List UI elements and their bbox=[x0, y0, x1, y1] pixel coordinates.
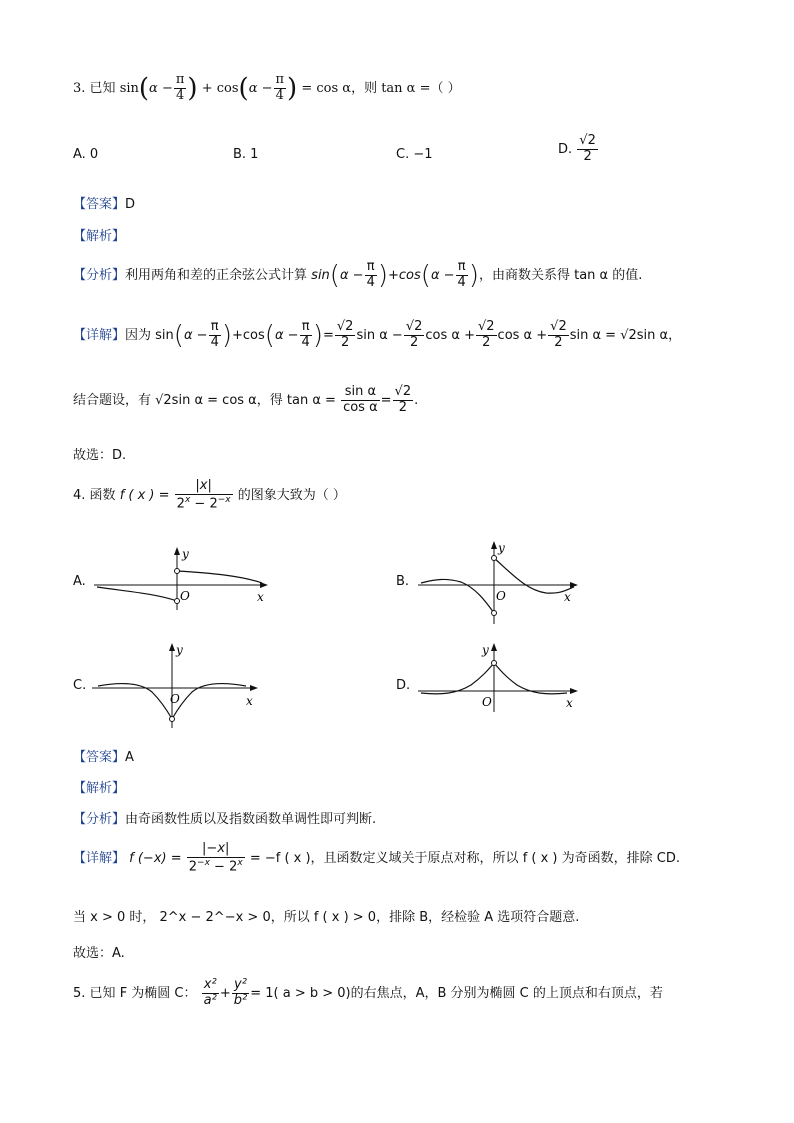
q3-option-a: A. 0 bbox=[73, 147, 99, 162]
q4-graph-b bbox=[416, 538, 586, 628]
curve-right bbox=[177, 571, 262, 583]
q3-choose: 故选：D. bbox=[73, 448, 127, 463]
curve-left bbox=[98, 684, 172, 719]
q4-stem: 4. 函数 f ( x ) = $\frac{|x|}{2^x - 2^{-x}}$ 的图象大致为（ ） bbox=[73, 478, 346, 512]
q3-option-c: C. −1 bbox=[396, 147, 433, 162]
q4-line2: 当 x > 0 时， 2^x − 2^−x > 0，所以 f ( x ) > 0，排除 B，经检验 A 选项符合题意. bbox=[73, 910, 580, 925]
y-arrow bbox=[491, 541, 497, 549]
q4-analysis: 【分析】由奇函数性质以及指数函数单调性即可判断. bbox=[73, 812, 377, 827]
curve-right bbox=[172, 684, 246, 719]
q4-graph-c bbox=[90, 640, 265, 730]
y-arrow bbox=[491, 643, 497, 651]
open-dot-top bbox=[175, 569, 180, 574]
x-arrow bbox=[250, 685, 258, 691]
origin-label: O bbox=[496, 589, 506, 603]
y-label: y bbox=[176, 643, 183, 657]
x-arrow bbox=[570, 688, 578, 694]
curve-left bbox=[421, 663, 494, 694]
open-dot-top bbox=[492, 556, 497, 561]
origin-label: O bbox=[170, 692, 180, 706]
q4-answer: 【答案】A bbox=[73, 750, 134, 765]
y-label: y bbox=[498, 541, 505, 555]
q5-stem: 5. 已知 F 为椭圆 C： $\frac{\text{x²}}{\text{a²}}$ + $\frac{\text{y²}}{\text{b²}}$ = 1( a > b > 0)的右焦点，A，B 分别为椭圆 C 的上顶点和右顶点，若 bbox=[73, 977, 663, 1008]
y-arrow bbox=[169, 643, 175, 651]
y-arrow bbox=[174, 547, 180, 555]
y-label: y bbox=[182, 547, 189, 561]
curve-right bbox=[494, 663, 567, 694]
x-label: x bbox=[257, 590, 264, 604]
origin-label: O bbox=[180, 589, 190, 603]
curve-left bbox=[421, 579, 494, 613]
x-label: x bbox=[564, 590, 571, 604]
q4-jiexi: 【解析】 bbox=[73, 781, 126, 796]
q3-detail: 【详解】因为 sin(α − $\frac{\pi}{4}$ )+cos(α − $\frac{\pi}{4}$ )= $\frac{√2}{2}$ sin α − $\frac{√2}{2}$ cos α + $\frac{√2}{2}$ cos α + $\frac{√2}{2}$ sin α = √2sin α， bbox=[73, 319, 682, 351]
q4-graph-c-label: C. bbox=[73, 678, 87, 693]
open-dot bbox=[170, 717, 175, 722]
q4-graph-b-label: B. bbox=[396, 574, 410, 589]
origin-label: O bbox=[482, 695, 492, 709]
q3-stem: 3. 已知 sin(α − $\frac{\pi}{4}$ ) + cos(α − $\frac{\pi}{4}$ ) = cos α，则 tan α =（ ） bbox=[73, 72, 461, 104]
curve-right bbox=[494, 558, 574, 593]
q3-analysis: 【分析】利用两角和差的正余弦公式计算 sin(α − $\frac{\pi}{4}$ )+cos(α − $\frac{\pi}{4}$ )，由商数关系得 tan α 的值. bbox=[73, 259, 643, 291]
q4-graph-d bbox=[416, 640, 586, 715]
x-label: x bbox=[246, 694, 253, 708]
open-dot-bottom bbox=[175, 599, 180, 604]
q4-graph-d-label: D. bbox=[396, 678, 411, 693]
q4-detail: 【详解】 f (−x) = $\frac{|-x|}{2^{-x} - 2^x}$ = −f ( x )，且函数定义域关于原点对称，所以 f ( x ) 为奇函数，排除 CD. bbox=[73, 841, 680, 875]
x-label: x bbox=[566, 696, 573, 710]
q3-conclusion: 结合题设，有 √2sin α = cos α，得 tan α = $\frac{\text{sin α}}{\text{cos α}}$ = $\frac{√2}{2}$ . bbox=[73, 384, 419, 415]
q3-option-d: D. $\frac{√2}{2}$ bbox=[558, 133, 596, 164]
q3-answer: 【答案】D bbox=[73, 197, 136, 212]
q4-choose: 故选：A. bbox=[73, 946, 125, 961]
open-dot-bottom bbox=[492, 611, 497, 616]
q4-graph-a-label: A. bbox=[73, 574, 86, 589]
q3-option-b: B. 1 bbox=[233, 147, 259, 162]
curve-left bbox=[97, 587, 177, 601]
q3-jiexi: 【解析】 bbox=[73, 229, 126, 244]
q4-graph-a bbox=[92, 544, 272, 614]
open-dot bbox=[492, 661, 497, 666]
y-label: y bbox=[482, 643, 489, 657]
